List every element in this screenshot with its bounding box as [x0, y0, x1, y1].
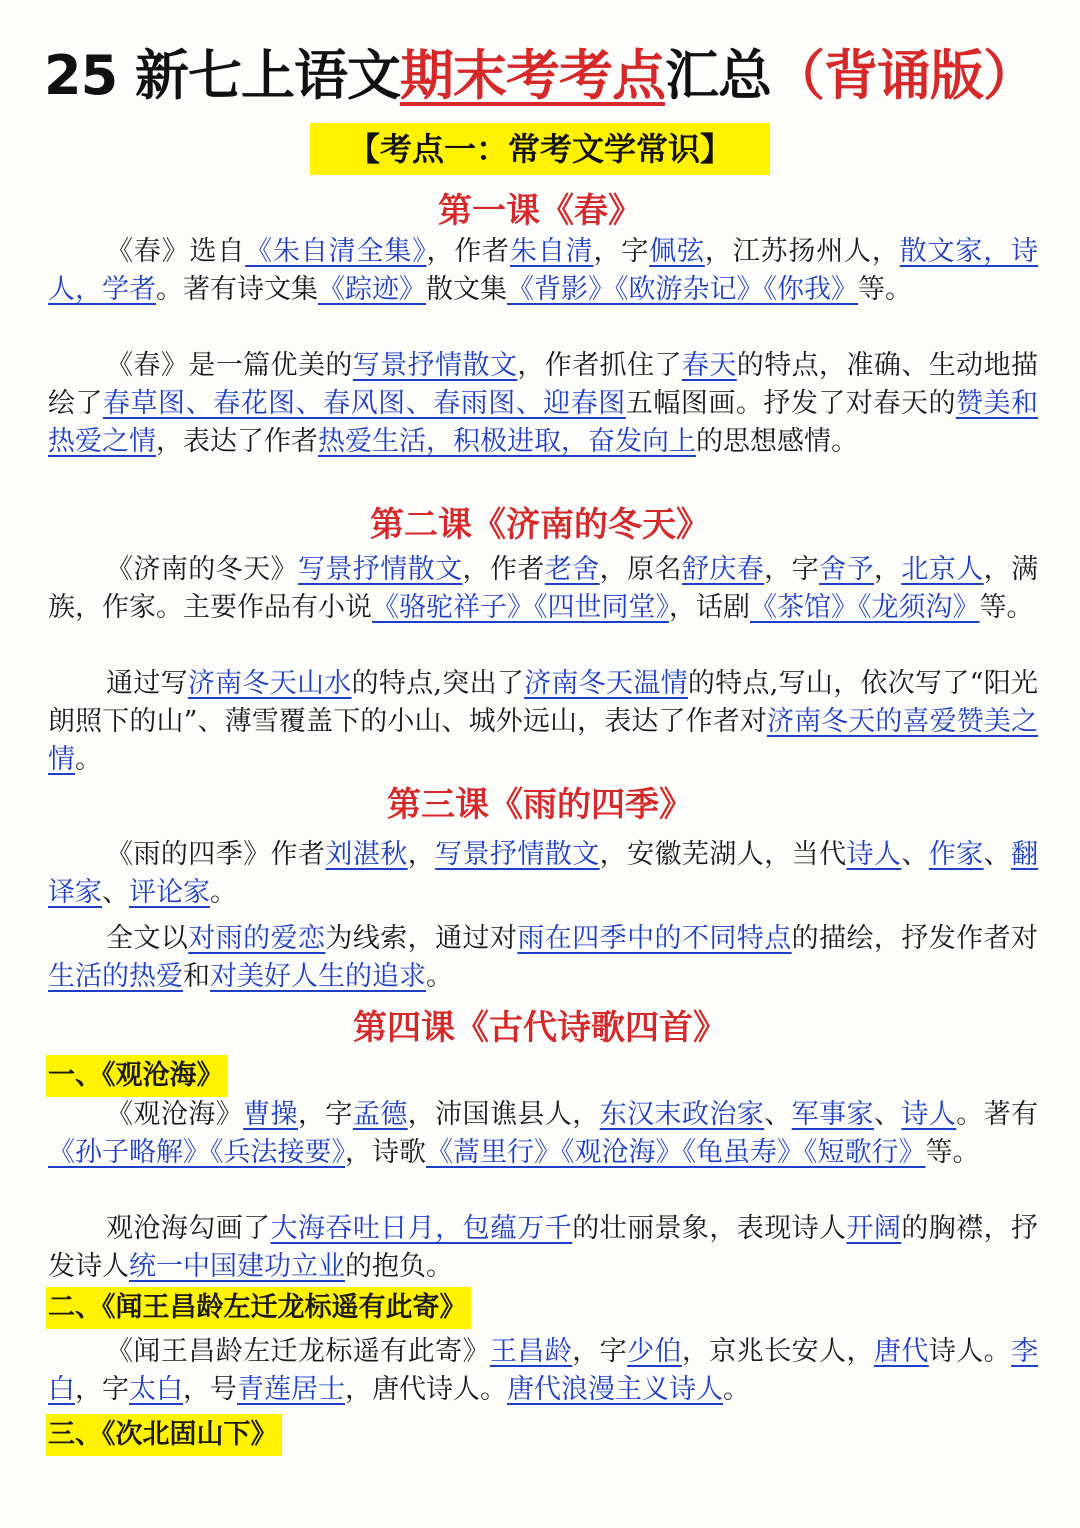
key-term: 刘湛秋 [325, 839, 408, 870]
lesson-1-para-1 [48, 233, 1038, 309]
lesson-2-heading: 第二课《济南的冬天》 [370, 505, 710, 545]
text: ，江苏扬州人， [704, 236, 900, 267]
text: 、 [983, 839, 1012, 870]
key-term: 唐代浪漫主义诗人 [507, 1374, 723, 1405]
key-term: 孟德 [352, 1099, 408, 1130]
poem-1-para-2 [48, 1210, 1038, 1286]
text: 《雨的四季》作者 [106, 839, 326, 870]
key-term: 《踪迹》 [318, 274, 426, 305]
key-term: 济南冬天的喜爱赞美之情 [48, 706, 1038, 775]
text: 的壮丽景象，表现诗人 [572, 1213, 847, 1244]
key-term: 评论家 [129, 877, 210, 908]
text: ，作者 [462, 554, 545, 585]
text: 、 [102, 877, 129, 908]
key-term: 佩弦 [649, 236, 705, 267]
text: 的思想感情。 [696, 426, 858, 457]
text: 《闻王昌龄左迁龙标遥有此寄》 [106, 1336, 490, 1367]
key-term: 舍予 [819, 554, 874, 585]
key-term: 写景抒情散文 [352, 350, 518, 381]
lesson-3-para-1 [48, 836, 1038, 912]
poem-1-heading: 一、《观沧海》 [46, 1055, 228, 1097]
key-term: 《骆驼祥子》《四世同堂》 [372, 592, 669, 623]
text: 。 [75, 744, 102, 775]
key-term: 诗人 [901, 1099, 957, 1130]
key-term: 写景抒情散文 [435, 839, 600, 870]
text: ，表达了作者 [156, 426, 318, 457]
poem-1-para-1 [48, 1096, 1038, 1172]
text: ，字 [572, 1336, 628, 1367]
key-term: 军事家 [791, 1099, 874, 1130]
text: 《济南的冬天》 [106, 554, 298, 585]
title-part-1: 25 新七上语文 [44, 44, 400, 107]
lesson-3-para-2 [48, 920, 1038, 996]
key-term: 《背影》《欧游杂记》《你我》 [507, 274, 858, 305]
poem-3-heading: 三、《次北固山下》 [46, 1414, 282, 1456]
text: ，唐代诗人。 [345, 1374, 507, 1405]
page-title [44, 38, 1044, 114]
key-term: 春草图、春花图、春风图、春雨图、迎春图 [103, 388, 626, 419]
key-term: 写景抒情散文 [297, 554, 463, 585]
key-term: 开阔 [846, 1213, 902, 1244]
key-term: 王昌龄 [489, 1336, 573, 1367]
title-part-3: 汇总 [664, 44, 771, 107]
lesson-1-heading: 第一课《春》 [438, 191, 642, 231]
text: 和 [183, 961, 210, 992]
key-term: 《孙子略解》《兵法接要》 [48, 1137, 345, 1168]
text: ，安徽芜湖人，当代 [599, 839, 847, 870]
key-term: 太白 [129, 1374, 183, 1405]
text: 。著有 [956, 1099, 1039, 1130]
text: 观沧海勾画了 [106, 1213, 271, 1244]
text: 。 [210, 877, 237, 908]
poem-2-para-1 [48, 1333, 1038, 1409]
text: 等。 [925, 1137, 980, 1168]
key-term: 东汉末政治家 [599, 1099, 765, 1130]
key-term: 大海吞吐日月，包蕴万千 [270, 1213, 573, 1244]
text: 、 [901, 839, 929, 870]
text: 《观沧海》 [106, 1099, 244, 1130]
text: ， [873, 554, 902, 585]
text: 的描绘，抒发作者对 [791, 923, 1039, 954]
text: ，满族，作家。主要作品有小说 [48, 554, 1039, 623]
text: 诗人。 [928, 1336, 1012, 1367]
text: ，原名 [599, 554, 682, 585]
key-term: 舒庆春 [681, 554, 765, 585]
text: 。著有诗文集 [156, 274, 318, 305]
key-term: 李白 [48, 1336, 1039, 1405]
key-term: 统一中国建功立业 [129, 1251, 345, 1282]
key-term: 生活的热爱 [48, 961, 183, 992]
key-term: 赞美和热爱之情 [48, 388, 1039, 457]
key-term: 北京人 [901, 554, 984, 585]
text: 的抱负。 [345, 1251, 453, 1282]
key-term: 青莲居士 [237, 1374, 345, 1405]
key-term: 对雨的爱恋 [188, 923, 326, 954]
title-part-2: 期末考考点 [399, 44, 665, 107]
key-term: 济南冬天山水 [187, 668, 352, 699]
text: ，字 [297, 1099, 353, 1130]
poem-2-heading: 二、《闻王昌龄左迁龙标遥有此寄》 [46, 1287, 471, 1329]
key-term: 雨在四季中的不同特点 [517, 923, 792, 954]
text: 通过写 [106, 668, 188, 699]
key-term: 《蒿里行》《观沧海》《龟虽寿》《短歌行》 [426, 1137, 926, 1168]
key-term: 曹操 [243, 1099, 298, 1130]
key-term: 散文家，诗人，学者 [48, 236, 1039, 305]
text: 。 [426, 961, 453, 992]
lesson-4-heading: 第四课《古代诗歌四首》 [353, 1008, 727, 1048]
title-part-4: （背诵版） [770, 44, 1036, 107]
text: 等。 [979, 592, 1034, 623]
text: 的特点,突出了 [351, 668, 525, 699]
text: ，号 [183, 1374, 237, 1405]
text: 、 [764, 1099, 792, 1130]
text: ，字 [593, 236, 650, 267]
text: 的特点，准确、生动地描绘了 [48, 350, 1039, 419]
key-term: 老舍 [544, 554, 600, 585]
text: ，作者 [426, 236, 511, 267]
key-term: 翻译家 [48, 839, 1039, 908]
key-term: 作家 [928, 839, 984, 870]
key-term: 春天 [681, 350, 737, 381]
text: ，话剧 [669, 592, 750, 623]
lesson-2-para-2 [48, 665, 1038, 779]
key-term: 热爱生活，积极进取，奋发向上 [318, 426, 696, 457]
text: 为线索，通过对 [325, 923, 518, 954]
text: 《春》选自 [106, 236, 246, 267]
text: 的特点,写山，依次写了“阳光朗照下的山”、薄雪覆盖下的小山、城外远山，表达了作者对 [48, 668, 1038, 737]
text: 。 [723, 1374, 750, 1405]
key-term: 少伯 [627, 1336, 682, 1367]
text: 、 [873, 1099, 902, 1130]
text: ，京兆长安人， [681, 1336, 874, 1367]
text: ， [407, 839, 436, 870]
lesson-3-heading: 第三课《雨的四季》 [387, 785, 693, 825]
key-term: 唐代 [873, 1336, 929, 1367]
text: 等。 [858, 274, 912, 305]
key-term: 《茶馆》《龙须沟》 [750, 592, 980, 623]
key-term: 对美好人生的追求 [210, 961, 426, 992]
text: ，字 [75, 1374, 129, 1405]
text: 散文集 [426, 274, 507, 305]
text: ，作者抓住了 [517, 350, 682, 381]
key-term: 济南冬天温情 [524, 668, 688, 699]
key-term: 《朱自清全集》 [245, 236, 427, 267]
lesson-2-para-1 [48, 551, 1038, 627]
key-term: 朱自清 [510, 236, 594, 267]
text: ，诗歌 [345, 1137, 426, 1168]
text: ，字 [764, 554, 820, 585]
text: 《春》是一篇优美的 [106, 350, 353, 381]
section-banner: 【考点一：常考文学常识】 [310, 123, 770, 175]
text: ，沛国谯县人， [407, 1099, 600, 1130]
text: 的胸襟，抒发诗人 [48, 1213, 1039, 1282]
text: 全文以 [106, 923, 189, 954]
lesson-1-para-2 [48, 347, 1038, 461]
key-term: 诗人 [846, 839, 902, 870]
text: 五幅图画。抒发了对春天的 [625, 388, 956, 419]
